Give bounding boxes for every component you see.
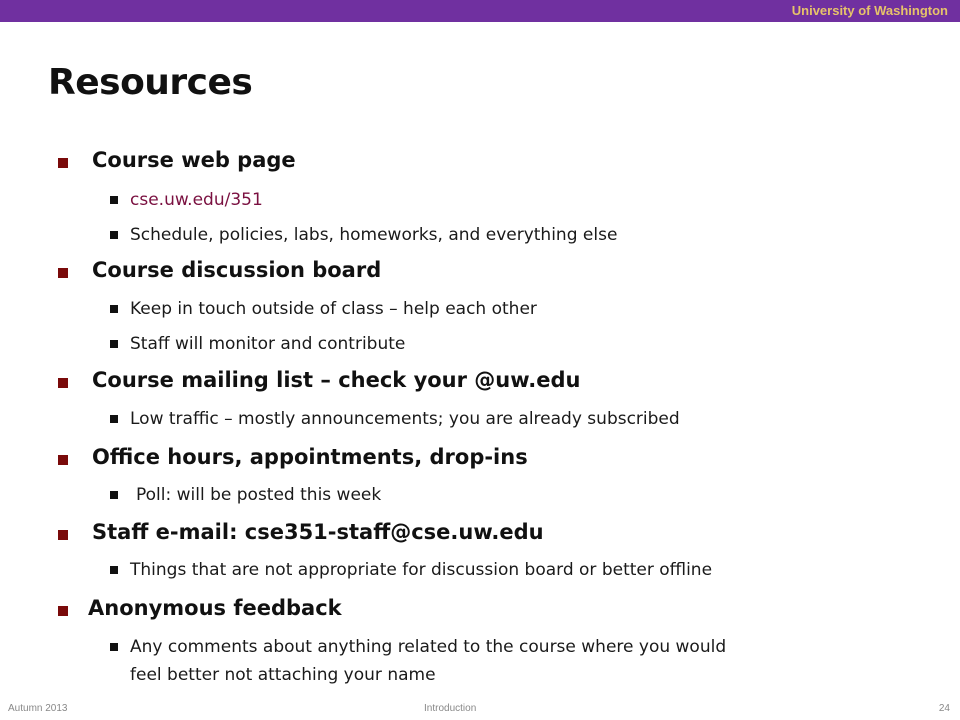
section-heading: Anonymous feedback [88,596,342,620]
square-bullet-icon [110,415,118,423]
square-bullet-icon [58,606,68,616]
slide-title: Resources [48,62,253,103]
sub-item: Keep in touch outside of class – help each other [130,299,537,319]
square-bullet-icon [110,566,118,574]
square-bullet-icon [58,378,68,388]
square-bullet-icon [110,340,118,348]
sub-item: Staff will monitor and contribute [130,334,406,354]
sub-item: Poll: will be posted this week [136,485,382,505]
square-bullet-icon [110,643,118,651]
section-heading: Course mailing list – check your @uw.edu [92,368,581,392]
square-bullet-icon [58,455,68,465]
sub-item-line-1: Any comments about anything related to the course where you would [130,637,727,657]
course-web-link[interactable]: cse.uw.edu/351 [130,190,263,210]
section-heading: Office hours, appointments, drop-ins [92,445,528,469]
section-heading: Course web page [92,148,296,172]
footer-page-number: 24 [938,703,950,714]
square-bullet-icon [58,268,68,278]
square-bullet-icon [110,196,118,204]
square-bullet-icon [110,305,118,313]
footer-term: Autumn 2013 [8,703,68,714]
sub-item: Things that are not appropriate for discussion board or better offline [130,560,713,580]
square-bullet-icon [58,530,68,540]
sub-item-line-2: feel better not attaching your name [130,665,436,685]
sub-item: Schedule, policies, labs, homeworks, and everything else [130,225,618,245]
university-name: University of Washington [791,3,948,18]
square-bullet-icon [58,158,68,168]
square-bullet-icon [110,491,118,499]
section-heading: Course discussion board [92,258,382,282]
square-bullet-icon [110,231,118,239]
sub-item: Low traffic – mostly announcements; you are already subscribed [130,409,680,429]
section-heading: Staff e-mail: cse351-staff@cse.uw.edu [92,520,544,544]
footer-topic: Introduction [424,703,477,714]
